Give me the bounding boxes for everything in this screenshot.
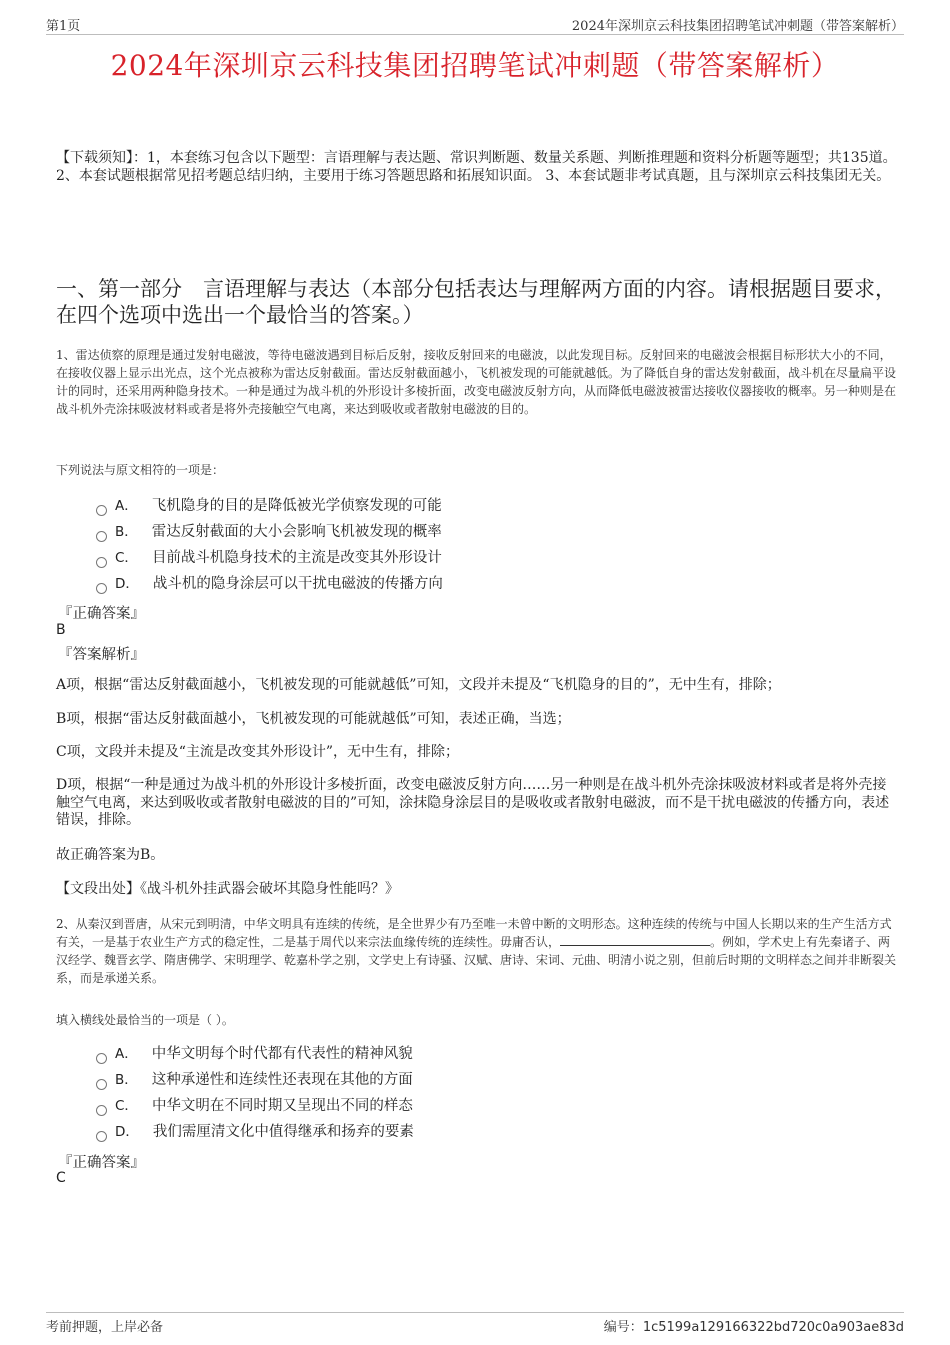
- radio-icon[interactable]: [96, 1079, 107, 1090]
- radio-icon[interactable]: [96, 557, 107, 568]
- fill-in-blank: [560, 933, 710, 946]
- section-heading: 一、第一部分 言语理解与表达（本部分包括表达与理解两方面的内容。请根据题目要求，在四个选项中选出一个最恰当的答案。）: [56, 277, 896, 327]
- q1-analysis-d: D项，根据“一种是通过为战斗机的外形设计多棱折面，改变电磁波反射方向……另一种则是在战斗机外壳涂抹吸波材料或者是将外壳接触空气电离，来达到吸收或者散射电磁波的目的”可知，涂抹隐身涂层目的是吸收或者散射电磁波，而不是干扰电磁波的传播方向，表述错误，排除。: [56, 777, 890, 828]
- document-title: 2024年深圳京云科技集团招聘笔试冲刺题（带答案解析）: [110, 49, 840, 82]
- page-number: 第1页: [46, 19, 81, 34]
- page-footer: [46, 1312, 904, 1333]
- radio-icon[interactable]: [96, 1053, 107, 1064]
- q2-passage: 2、从秦汉到晋唐，从宋元到明清，中华文明具有连续的传统，是全世界少有乃至唯一未曾中断的文明形态。这种连续的传统与中国人长期以来的生产生活方式有关，一是基于农业生产方式的稳定性，二是基于周代以来宗法血缘传统的连续性。毋庸否认， 。例如，学术史上有先秦诸子、两汉经学、魏晋玄学、隋唐佛学、宋明理学、乾嘉朴学之别，文学史上有诗骚、汉赋、唐诗、宋词、元曲、明清小说之别，但前后时期的文明样态之间并非断裂关系，而是承递关系。: [56, 917, 897, 985]
- q1-passage: 1、雷达侦察的原理是通过发射电磁波，等待电磁波遇到目标后反射，接收反射回来的电磁波，以此发现目标。反射回来的电磁波会根据目标形状大小的不同，在接收仪器上显示出光点，这个光点被称为雷达反射截面。雷达反射截面越小，飞机被发现的可能就越低。为了降低自身的雷达发射截面，战斗机在尽量扁平设计的同时，还采用两种隐身技术。一种是通过为战斗机的外形设计多棱折面，改变电磁波反射方向，从而降低电磁波被雷达接收仪器接收的概率。另一种则是在战斗机外壳涂抹吸波材料或者是将外壳接触空气电离，来达到吸收或者散射电磁波的目的。: [56, 348, 897, 416]
- page-header: [46, 14, 904, 35]
- q1-analysis-label: 『答案解析』: [58, 647, 145, 663]
- radio-icon[interactable]: [96, 1105, 107, 1116]
- q1-analysis-a: A项，根据“雷达反射截面越小，飞机被发现的可能就越低”可知，文段并未提及“飞机隐身的目的”，无中生有，排除；: [56, 677, 781, 693]
- q2-option-b[interactable]: B． 这种承递性和连续性还表现在其他的方面: [96, 1067, 414, 1093]
- q2-options: [96, 1041, 414, 1145]
- q1-option-c[interactable]: C． 目前战斗机隐身技术的主流是改变其外形设计: [96, 545, 443, 571]
- q1-conclusion: 故正确答案为B。: [56, 847, 165, 863]
- q2-answer-label: 『正确答案』: [58, 1155, 145, 1171]
- q1-answer: B: [56, 622, 66, 638]
- q2-option-c[interactable]: C． 中华文明在不同时期又呈现出不同的样态: [96, 1093, 414, 1119]
- q2-answer: C: [56, 1170, 66, 1186]
- q1-option-d[interactable]: D． 战斗机的隐身涂层可以干扰电磁波的传播方向: [96, 571, 443, 597]
- q1-analysis-c: C项，文段并未提及“主流是改变其外形设计”，无中生有，排除；: [56, 744, 460, 760]
- radio-icon[interactable]: [96, 505, 107, 516]
- q1-source: 【文段出处】《战斗机外挂武器会破坏其隐身性能吗？》: [56, 881, 399, 897]
- footer-slogan: 考前押题，上岸必备: [46, 1320, 164, 1335]
- radio-icon[interactable]: [96, 1131, 107, 1142]
- q1-prompt: 下列说法与原文相符的一项是：: [56, 463, 225, 477]
- radio-icon[interactable]: [96, 531, 107, 542]
- q2-option-d[interactable]: D． 我们需厘清文化中值得继承和扬弃的要素: [96, 1119, 414, 1145]
- footer-code: 编号：1c5199a129166322bd720c0a903ae83d: [603, 1320, 904, 1335]
- q1-option-b[interactable]: B． 雷达反射截面的大小会影响飞机被发现的概率: [96, 519, 443, 545]
- q1-analysis-b: B项，根据“雷达反射截面越小，飞机被发现的可能就越低”可知，表述正确，当选；: [56, 711, 571, 727]
- header-doc-title: 2024年深圳京云科技集团招聘笔试冲刺题（带答案解析）: [571, 19, 904, 34]
- q2-option-a[interactable]: A． 中华文明每个时代都有代表性的精神风貌: [96, 1041, 414, 1067]
- radio-icon[interactable]: [96, 583, 107, 594]
- q1-options: [96, 493, 443, 597]
- q1-option-a[interactable]: A． 飞机隐身的目的是降低被光学侦察发现的可能: [96, 493, 443, 519]
- download-notice: 【下载须知】：1，本套练习包含以下题型：言语理解与表达题、常识判断题、数量关系题、判断推理题和资料分析题等题型；共135道。 2、本套试题根据常见招考题总结归纳，主要用于练习答题思路和拓展知识面。 3、本套试题非考试真题，且与深圳京云科技集团无关。: [56, 150, 897, 184]
- q2-prompt: 填入横线处最恰当的一项是（ ）。: [56, 1013, 234, 1027]
- q1-answer-label: 『正确答案』: [58, 606, 145, 622]
